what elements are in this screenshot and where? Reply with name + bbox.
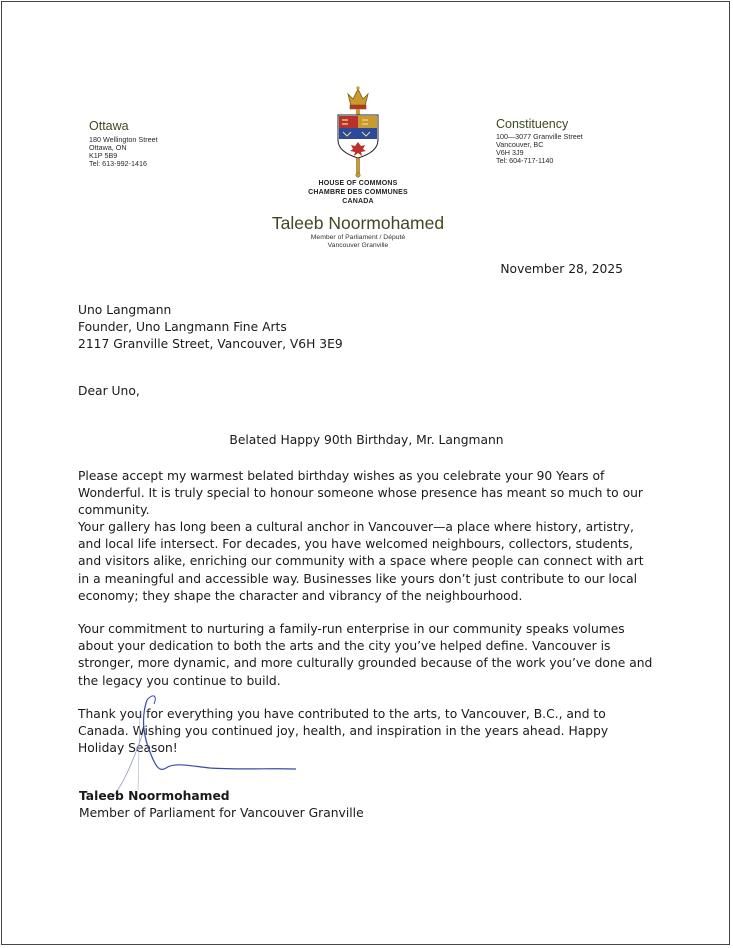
body-paragraph-3: Your commitment to nurturing a family-run enterprise in our community speaks volumes about your dedication to both the arts and the city you’ve helped define. Vancouver is stronger, more dynamic, and more culturally grounded because of the work you’ve done and the legacy you continue to build. <box>78 622 653 688</box>
constituency-address-line: Vancouver, BC <box>496 140 544 149</box>
house-of-commons-crest-icon <box>331 84 385 178</box>
salutation: Dear Uno, <box>78 384 140 398</box>
canada-line: CANADA <box>342 198 374 205</box>
ottawa-office-title: Ottawa <box>89 119 129 133</box>
ottawa-address-line: K1P 5B9 <box>89 151 118 160</box>
ottawa-address-line: 180 Wellington Street <box>89 135 158 144</box>
letterhead-mp-name: Taleeb Noormohamed <box>271 213 445 233</box>
recipient-title: Founder, Uno Langmann Fine Arts <box>78 320 287 334</box>
recipient-name: Uno Langmann <box>78 303 172 317</box>
recipient-address <box>78 302 343 353</box>
constituency-office-title: Constituency <box>496 117 569 131</box>
ottawa-phone: Tel: 613-992-1416 <box>89 159 147 168</box>
body-paragraph-2: Your gallery has long been a cultural anchor in Vancouver—a place where history, artistry, and local life intersect. For decades, you have welcomed neighbours, collectors, students, and visitors alike, enriching our community with a space where people can connect with art in a meaningful and accessible way. Businesses like yours don’t just contribute to our local economy; they shape the character and vibrancy of the neighbourhood. <box>78 520 644 603</box>
ottawa-address-line: Ottawa, ON <box>89 143 127 152</box>
letter-date: November 28, 2025 <box>500 262 623 276</box>
letterhead-mp-role: Member of Parliament / Député <box>310 234 406 241</box>
body-paragraph-1: Please accept my warmest belated birthday wishes as you celebrate your 90 Years of Wonderful. It is truly special to honour someone whose presence has meant so much to our community. <box>78 469 643 518</box>
signer-name: Taleeb Noormohamed <box>79 789 230 803</box>
signer-title: Member of Parliament for Vancouver Granville <box>79 806 364 820</box>
house-of-commons-line: HOUSE OF COMMONS <box>318 180 398 187</box>
letter-subject: Belated Happy 90th Birthday, Mr. Langmann <box>229 433 504 447</box>
recipient-street: 2117 Granville Street, Vancouver, V6H 3E9 <box>78 337 343 351</box>
constituency-address-line: 100—3077 Granville Street <box>496 132 583 141</box>
constituency-phone: Tel: 604-717-1140 <box>496 156 554 165</box>
constituency-address-line: V6H 3J9 <box>496 148 524 157</box>
body-paragraph-4: Thank you for everything you have contributed to the arts, to Vancouver, B.C., and to Canada. Wishing you continued joy, health, and inspiration in the years ahead. Happy Holiday Season! <box>78 707 609 756</box>
letterhead-mp-riding: Vancouver Granville <box>327 242 389 249</box>
chambre-des-communes-line: CHAMBRE DES COMMUNES <box>308 189 408 196</box>
